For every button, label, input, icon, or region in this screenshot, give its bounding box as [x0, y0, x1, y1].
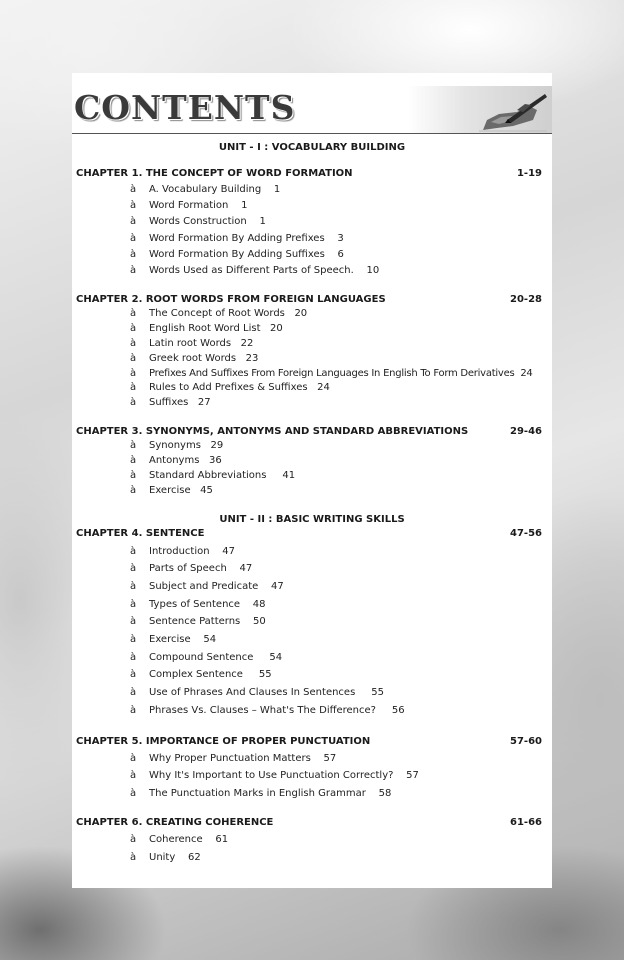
chapter-pages: 57-60: [510, 736, 542, 747]
toc-item-page: 1: [273, 184, 281, 195]
toc-item-page: 10: [366, 265, 380, 276]
toc-item-text: Why It's Important to Use Punctuation Correctly?: [149, 770, 394, 781]
bullet-glyph: à: [130, 233, 137, 244]
toc-item-text: Antonyms: [149, 455, 200, 466]
toc-item: [130, 563, 252, 574]
toc-item-page: 1: [241, 200, 248, 211]
chapter-heading: [76, 736, 542, 747]
bullet-glyph: à: [130, 599, 137, 610]
toc-item-text: Word Formation By Adding Suffixes: [149, 249, 325, 260]
bullet-glyph: à: [130, 440, 137, 451]
bullet-glyph: à: [130, 455, 137, 466]
toc-item-page: 45: [200, 485, 213, 496]
toc-item-page: 22: [240, 338, 254, 349]
chapter-heading: [76, 817, 542, 828]
toc-item: [130, 382, 330, 393]
toc-item: [130, 770, 419, 781]
bullet-glyph: à: [130, 368, 136, 379]
bullet-glyph: à: [130, 338, 137, 349]
title-divider: [72, 133, 552, 134]
toc-item-text: Unity: [149, 852, 176, 863]
bullet-glyph: à: [130, 546, 137, 557]
toc-item-page: 58: [378, 788, 392, 799]
toc-item-text: Word Formation: [149, 200, 229, 211]
toc-item-page: 20: [294, 308, 308, 319]
toc-item-text: Word Formation By Adding Prefixes: [149, 233, 325, 244]
toc-item: [130, 852, 201, 863]
toc-item: [130, 323, 283, 334]
bullet-glyph: à: [130, 770, 137, 781]
toc-item-page: 47: [222, 546, 236, 557]
toc-item-text: Synonyms: [149, 440, 201, 451]
toc-item-text: Phrases Vs. Clauses – What's The Difference?: [149, 705, 376, 716]
bullet-glyph: à: [130, 382, 137, 393]
toc-item: [130, 687, 384, 698]
toc-item-page: 55: [371, 687, 384, 698]
chapter-title: CHAPTER 6. CREATING COHERENCE: [76, 817, 274, 828]
toc-item-page: 47: [271, 581, 284, 592]
toc-item-text: Compound Sentence: [149, 652, 254, 663]
bullet-glyph: à: [130, 687, 137, 698]
toc-item-text: Rules to Add Prefixes & Suffixes: [149, 382, 308, 393]
bullet-glyph: à: [130, 485, 137, 496]
chapter-title: CHAPTER 3. SYNONYMS, ANTONYMS AND STANDARD ABBREVIATIONS: [76, 426, 469, 437]
toc-item-text: Complex Sentence: [149, 669, 243, 680]
toc-item-page: 50: [252, 616, 266, 627]
toc-item: [130, 353, 258, 364]
bullet-glyph: à: [130, 216, 137, 227]
toc-item-page: 47: [239, 563, 253, 574]
toc-item-text: Standard Abbreviations: [149, 470, 267, 481]
chapter-pages: 29-46: [510, 426, 542, 437]
toc-item-text: Subject and Predicate: [149, 581, 259, 592]
chapter-title: CHAPTER 5. IMPORTANCE OF PROPER PUNCTUATION: [76, 736, 371, 747]
chapter-title: CHAPTER 1. THE CONCEPT OF WORD FORMATION: [76, 168, 353, 179]
bullet-glyph: à: [130, 265, 137, 276]
toc-item-text: Introduction: [149, 546, 210, 557]
toc-item-page: 57: [406, 770, 419, 781]
toc-item: [130, 249, 344, 260]
bullet-glyph: à: [130, 634, 137, 645]
toc-item-page: 6: [337, 249, 344, 260]
toc-item: [130, 184, 280, 195]
toc-item: [130, 546, 235, 557]
toc-item-page: 56: [391, 705, 405, 716]
chapter-heading: [76, 528, 542, 539]
bullet-glyph: à: [130, 669, 137, 680]
bullet-glyph: à: [130, 705, 137, 716]
toc-item: [130, 599, 266, 610]
bullet-glyph: à: [130, 852, 137, 863]
toc-item: [130, 485, 213, 496]
chapter-heading: [76, 426, 542, 437]
bullet-glyph: à: [130, 353, 137, 364]
toc-item-text: Words Used as Different Parts of Speech.: [149, 265, 354, 276]
toc-item: [130, 200, 247, 211]
toc-item-page: 55: [258, 669, 272, 680]
toc-item-page: 1: [259, 216, 266, 227]
toc-item-text: Why Proper Punctuation Matters: [149, 753, 311, 764]
toc-item-text: English Root Word List: [149, 323, 261, 334]
toc-item: [130, 397, 211, 408]
bullet-glyph: à: [130, 753, 137, 764]
toc-item-text: The Concept of Root Words: [149, 308, 285, 319]
bullet-glyph: à: [130, 200, 137, 211]
toc-item-text: Prefixes And Suffixes From Foreign Languages In English To Form Derivatives: [149, 368, 515, 379]
bullet-glyph: à: [130, 834, 137, 845]
chapter-pages: 20-28: [510, 294, 542, 305]
toc-item: [130, 581, 284, 592]
toc-item: [130, 634, 216, 645]
toc-item: [130, 753, 336, 764]
bullet-glyph: à: [130, 616, 137, 627]
toc-item-page: 27: [197, 397, 211, 408]
chapter-heading: [76, 168, 542, 179]
unit-heading: UNIT - II : BASIC WRITING SKILLS: [219, 514, 405, 525]
toc-item: [130, 669, 272, 680]
bullet-glyph: à: [130, 581, 137, 592]
chapter-heading: [76, 294, 542, 305]
toc-item: [130, 455, 222, 466]
toc-item-page: 61: [215, 834, 229, 845]
toc-item: [130, 616, 266, 627]
toc-item-page: 57: [323, 753, 337, 764]
toc-item-text: Exercise: [149, 485, 191, 496]
bullet-glyph: à: [130, 788, 137, 799]
toc-item: [130, 265, 379, 276]
toc-item-text: Types of Sentence: [149, 599, 241, 610]
chapter-pages: 47-56: [510, 528, 542, 539]
chapter-pages: 61-66: [510, 817, 542, 828]
toc-item: [130, 338, 253, 349]
toc-item: [130, 788, 391, 799]
toc-item-text: Sentence Patterns: [149, 616, 241, 627]
toc-item-page: 24: [520, 368, 533, 379]
toc-item-text: Parts of Speech: [149, 563, 227, 574]
toc-item: [130, 308, 307, 319]
toc-item-text: Words Construction: [149, 216, 247, 227]
bullet-glyph: à: [130, 184, 137, 195]
toc-item: [130, 440, 223, 451]
toc-item-text: The Punctuation Marks in English Grammar: [149, 788, 366, 799]
toc-item-page: 36: [208, 455, 222, 466]
toc-item: [130, 652, 282, 663]
toc-item-page: 41: [282, 470, 296, 481]
toc-item-text: Coherence: [149, 834, 203, 845]
toc-item-text: Use of Phrases And Clauses In Sentences: [149, 687, 356, 698]
toc-item: [130, 368, 533, 379]
toc-item-page: 20: [270, 323, 283, 334]
toc-item-text: Greek root Words: [149, 353, 237, 364]
title-bar: [72, 86, 552, 133]
unit-heading: UNIT - I : VOCABULARY BUILDING: [218, 142, 406, 153]
toc-item: [130, 705, 405, 716]
toc-item-page: 62: [188, 852, 201, 863]
bullet-glyph: à: [130, 563, 137, 574]
bullet-glyph: à: [130, 652, 137, 663]
toc-item-page: 24: [317, 382, 330, 393]
toc-item-page: 54: [203, 634, 217, 645]
toc-item-page: 3: [337, 233, 344, 244]
bullet-glyph: à: [130, 323, 137, 334]
contents-page: [72, 73, 552, 888]
toc-item: [130, 834, 228, 845]
page-title: CONTENTS: [74, 88, 296, 127]
toc-item-page: 48: [252, 599, 266, 610]
pen-writing-icon: [477, 90, 549, 132]
toc-item-text: Latin root Words: [149, 338, 232, 349]
toc-item: [130, 470, 295, 481]
toc-item-text: Exercise: [149, 634, 191, 645]
bullet-glyph: à: [130, 397, 137, 408]
bullet-glyph: à: [130, 308, 137, 319]
toc-item-page: 23: [245, 353, 259, 364]
chapter-title: CHAPTER 2. ROOT WORDS FROM FOREIGN LANGUAGES: [76, 294, 386, 305]
toc-item-page: 54: [269, 652, 283, 663]
toc-item-text: Suffixes: [149, 397, 189, 408]
chapter-pages: 1-19: [516, 168, 542, 179]
bullet-glyph: à: [130, 470, 137, 481]
toc-item-text: A. Vocabulary Building: [149, 184, 262, 195]
bullet-glyph: à: [130, 249, 137, 260]
chapter-title: CHAPTER 4. SENTENCE: [76, 528, 205, 539]
toc-item: [130, 233, 344, 244]
toc-item-page: 29: [210, 440, 224, 451]
toc-item: [130, 216, 266, 227]
